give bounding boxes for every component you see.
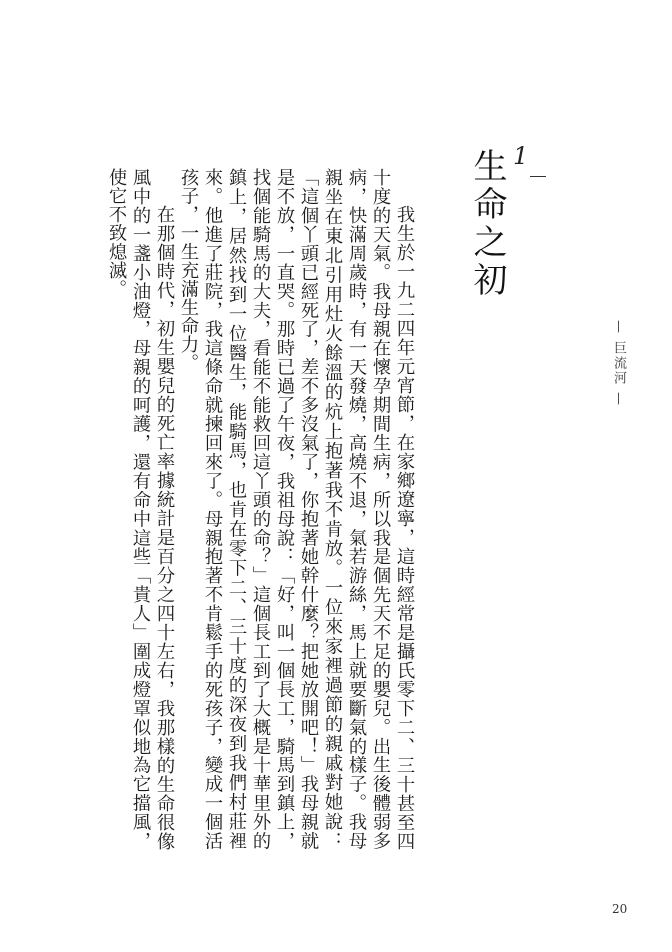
running-head-dash-top: — [611, 320, 626, 335]
page-number: 20 [612, 902, 628, 916]
paragraph-2: 在那個時代，初生嬰兒的死亡率據統計是百分之四十左右，我那樣的生命很像風中的一盞小油燈，母親的呵護，還有命中這些「貴人」圍成燈罩似地為它擋風，使它不致熄滅。 [106, 168, 175, 850]
running-head [612, 320, 625, 407]
body-text [56, 168, 416, 850]
paragraph-1: 我生於一九二四年元宵節，在家鄉遼寧，這時經常是攝氏零下二、三十甚至四十度的天氣。我母親在懷孕期間生病，所以我是個先天不足的嬰兒。出生後體弱多病，快滿周歲時，有一天發燒，高燒不退，氣若游絲，馬上就要斷氣的樣子。我母親坐在東北引用灶火餘溫的炕上抱著我不肯放。一位來家裡過節的親戚對她說：「這個丫頭已經死了，差不多沒氣了，你抱著她幹什麼？把她放開吧！」我母親就是不放，一直哭。那時已過了午夜，我祖母說：「好，叫一個長工，騎馬到鎮上，找個能騎馬的大夫，看能不能救回這丫頭的命？」這個長工到了大概是十華里外的鎮上，居然找到一位醫生，能騎馬，也肯在零下二、三十度的深夜到我們村莊裡來。他進了莊院，我這條命就揀回來了。母親抱著不肯鬆手的死孩子，變成一個活孩子，一生充滿生命力。 [178, 168, 415, 850]
chapter-title: 生命之初 [467, 148, 507, 300]
running-head-dash-bottom: — [611, 392, 626, 408]
running-head-title: 巨流河 [611, 341, 626, 387]
chapter-rule [530, 176, 546, 177]
chapter-number: 1 [513, 142, 529, 170]
